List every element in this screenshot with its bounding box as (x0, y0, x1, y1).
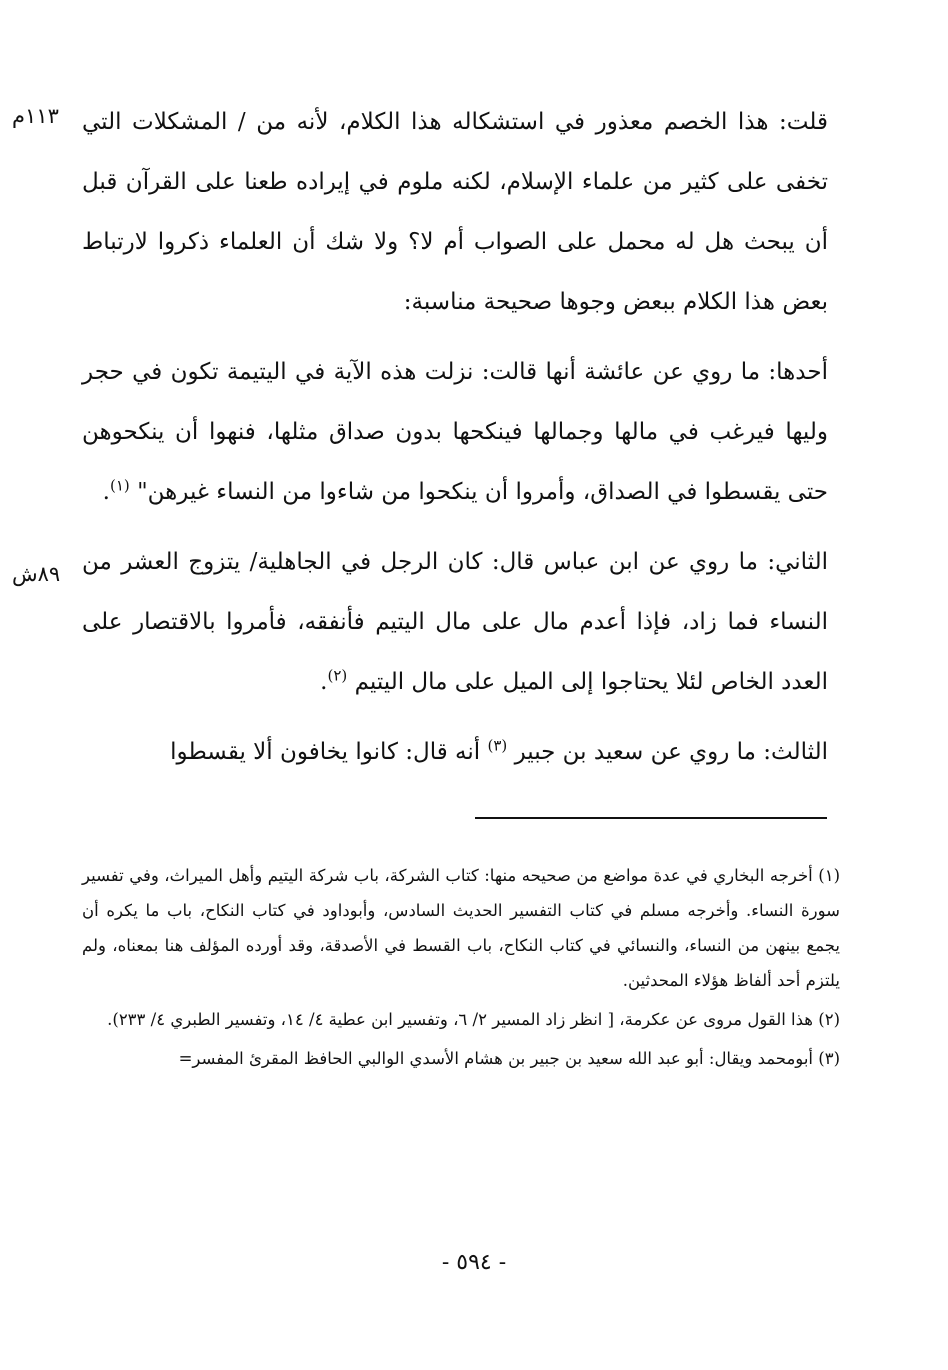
paragraph-2-end: . (102, 479, 110, 505)
footnotes (82, 858, 840, 1080)
footnote-2-text: هذا القول مروى عن عكرمة، [ انظر زاد المسير ٢/ ٦، وتفسير ابن عطية ٤/ ١٤، وتفسير الطبري ٤/ ٢٣٣). (107, 1010, 813, 1029)
paragraph-2-text: أحدها: ما روي عن عائشة أنها قالت: نزلت هذه الآية في اليتيمة تكون في حجر وليها فيرغب في مالها وجمالها فينكحها بدون صداق مثلها، فنهوا أن ينكحوهن حتى يقسطوا في الصداق، وأمروا أن ينكحوا من شاءوا من النساء غيرهن" (82, 359, 828, 505)
paragraph-4-text: الثالث: ما روي عن سعيد بن جبير (514, 739, 828, 765)
page-number: - ٥٩٤ - (441, 1250, 507, 1275)
main-text (82, 92, 828, 792)
paragraph-1 (82, 92, 828, 332)
footnote-1-text: أخرجه البخاري في عدة مواضع من صحيحه منها: كتاب الشركة، باب شركة اليتيم وأهل الميراث، وفي تفسير سورة النساء. وأخرجه مسلم في كتاب التفسير الحديث السادس، وأبوداود في كتاب النكاح، باب ما يكره أن يجمع بينهن من النساء، والنسائي في كتاب النكاح، باب القسط في الأصدقة، وقد أورده المؤلف هنا بمعناه، ولم يلتزم أحد ألفاظ هؤلاء المحدثين. (82, 866, 840, 990)
footnote-3-text: أبومحمد ويقال: أبو عبد الله سعيد بن جبير بن هشام الأسدي الوالبي الحافظ المقرئ المفسر= (178, 1049, 813, 1068)
paragraph-3 (82, 532, 828, 712)
paragraph-3-end: . (320, 669, 328, 695)
footnote-3 (82, 1041, 840, 1076)
footnote-3-number: (٣) (818, 1049, 840, 1068)
footnote-2-number: (٢) (818, 1010, 840, 1029)
paragraph-4 (82, 722, 828, 782)
margin-note-middle: ٨٩ش (12, 562, 61, 586)
paragraph-2 (82, 342, 828, 522)
footnote-2 (82, 1002, 840, 1037)
footnote-ref-2[interactable]: (٢) (327, 666, 348, 685)
paragraph-1-text: قلت: هذا الخصم معذور في استشكاله هذا الكلام، لأنه من / المشكلات التي تخفى على كثير من علماء الإسلام، لكنه ملوم في إيراده طعنا على القرآن قبل أن يبحث هل له محمل على الصواب أم لا؟ ولا شك أن العلماء ذكروا لارتباط بعض هذا الكلام ببعض وجوها صحيحة مناسبة: (82, 109, 828, 315)
paragraph-4-end: أنه قال: كانوا يخافون ألا يقسطوا (170, 739, 488, 765)
paragraph-3-text: الثاني: ما روي عن ابن عباس قال: كان الرجل في الجاهلية/ يتزوج العشر من النساء فما زاد، فإذا أعدم مال على مال اليتيم فأنفقه، فأمروا بالاقتصار على العدد الخاص لئلا يحتاجوا إلى الميل على مال اليتيم (82, 549, 828, 695)
footnote-ref-3[interactable]: (٣) (487, 736, 508, 755)
footnote-1-number: (١) (818, 866, 840, 885)
margin-note-top: ١١٣م (12, 104, 59, 128)
footnote-1 (82, 858, 840, 998)
footnote-ref-1[interactable]: (١) (109, 476, 130, 495)
footnote-separator (475, 817, 827, 819)
